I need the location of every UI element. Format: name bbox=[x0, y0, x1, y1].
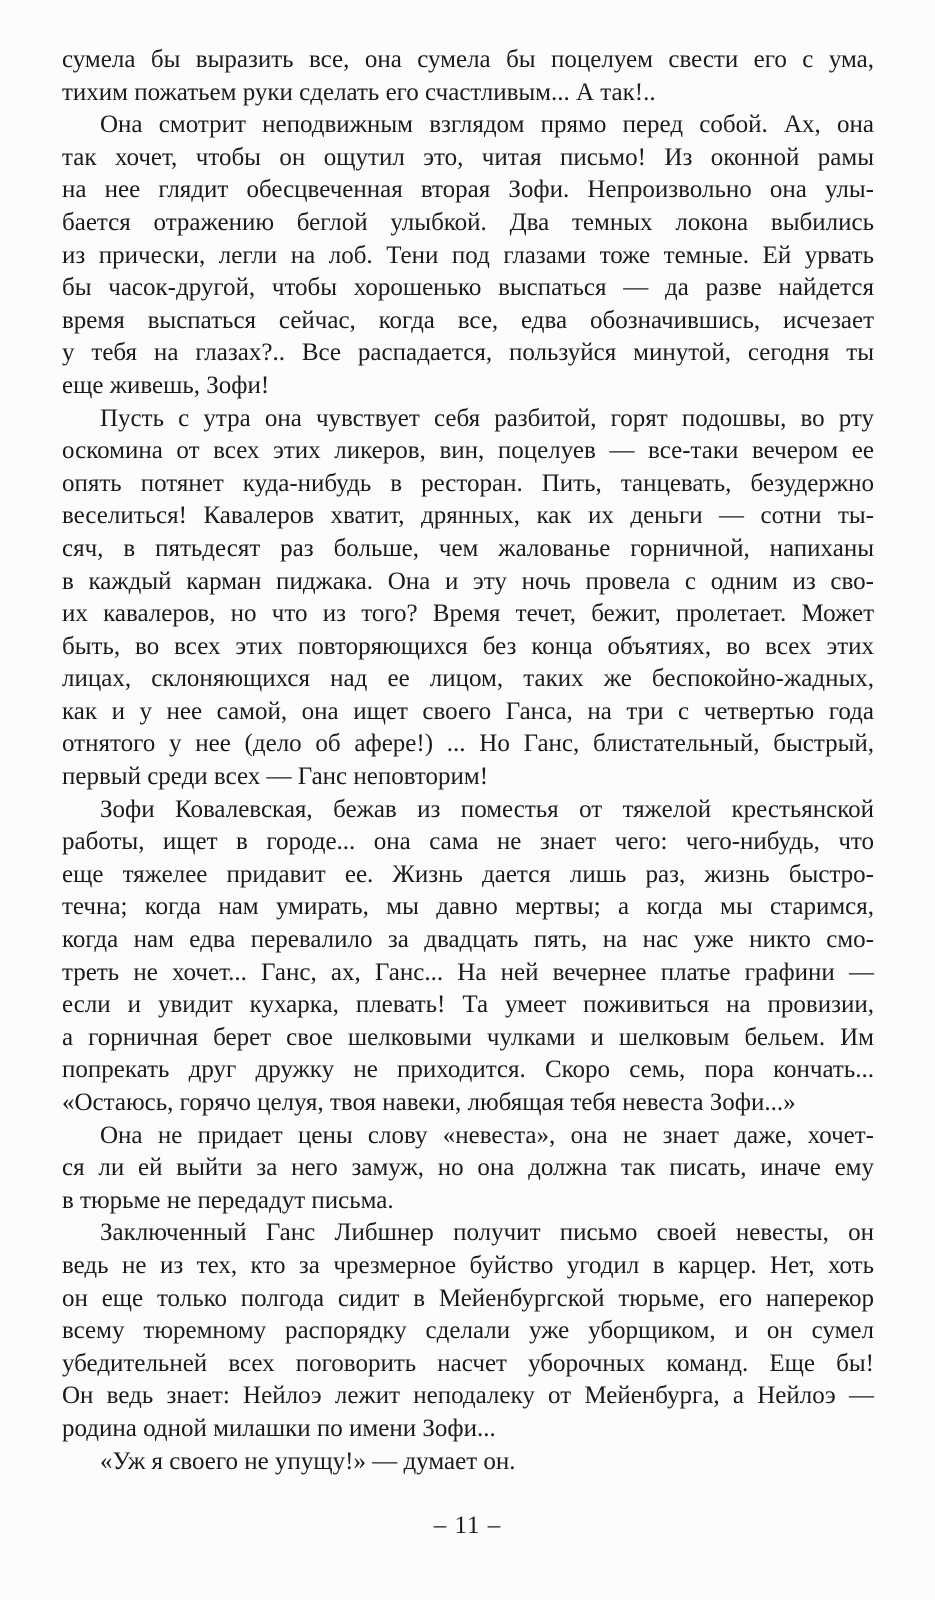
text-line: из прически, легли на лоб. Тени под глазами тоже темные. Ей урвать bbox=[62, 241, 874, 269]
text-line: сяч, в пятьдесят раз больше, чем жалованье горничной, напиханы bbox=[62, 534, 874, 562]
text-line: еще живешь, Зофи! bbox=[62, 371, 270, 399]
text-line: время выспаться сейчас, когда все, едва обозначившись, исчезает bbox=[62, 306, 874, 334]
text-line: Он ведь знает: Нейлоэ лежит неподалеку от Мейенбурга, а Нейлоэ — bbox=[62, 1382, 874, 1410]
text-line: а горничная берет свое шелковыми чулками и шелковым бельем. Им bbox=[62, 1023, 874, 1051]
text-line: опять потянет куда-нибудь в ресторан. Пить, танцевать, безудержно bbox=[62, 469, 874, 497]
text-line: течна; когда нам умирать, мы давно мертвы; а когда мы старимся, bbox=[62, 893, 874, 921]
text-line: сумела бы выразить все, она сумела бы поцелуем свести его с ума, bbox=[62, 46, 874, 73]
text-line: если и увидит кухарка, плевать! Та умеет поживиться на провизии, bbox=[62, 991, 874, 1019]
text-line: когда нам едва перевалило за двадцать пять, на нас уже никто смо- bbox=[62, 926, 874, 954]
text-line: быть, во всех этих повторяющихся без конца объятиях, во всех этих bbox=[62, 632, 874, 660]
text-line: «Уж я своего не упущу!» — думает он. bbox=[100, 1447, 516, 1475]
text-line: веселиться! Кавалеров хватит, дрянных, как их деньги — сотни ты- bbox=[62, 502, 874, 530]
text-line: работы, ищет в городе... она сама не знает чего: чего-нибудь, что bbox=[62, 828, 874, 856]
text-line: он еще только полгода сидит в Мейенбургской тюрьме, его наперекор bbox=[62, 1284, 874, 1312]
text-line: лицах, склоняющихся над ее лицом, таких же беспокойно-жадных, bbox=[62, 665, 874, 693]
text-line: оскомина от всех этих ликеров, вин, поцелуев — все-таки вечером ее bbox=[62, 437, 874, 465]
text-line: как и у нее самой, она ищет своего Ганса, на три с четвертью года bbox=[62, 697, 874, 725]
text-line: родина одной милашки по имени Зофи... bbox=[62, 1414, 496, 1442]
text-line: отнятого у нее (дело об афере!) ... Но Ганс, блистательный, быстрый, bbox=[62, 730, 874, 758]
text-line: попрекать друг дружку не приходится. Скоро семь, пора кончать... bbox=[62, 1056, 874, 1084]
text-line: Она не придает цены слову «невеста», она не знает даже, хочет- bbox=[100, 1121, 874, 1149]
text-line: Зофи Ковалевская, бежав из поместья от тяжелой крестьянской bbox=[100, 795, 874, 823]
text-line: треть не хочет... Ганс, ах, Ганс... На ней вечернее платье графини — bbox=[62, 958, 874, 986]
text-line: у тебя на глазах?.. Все распадается, пользуйся минутой, сегодня ты bbox=[62, 339, 874, 367]
text-line: тихим пожатьем руки сделать его счастливым... А так!.. bbox=[62, 78, 656, 106]
text-line: бы часок-другой, чтобы хорошенько выспаться — да разве найдется bbox=[62, 274, 874, 302]
text-line: еще тяжелее придавит ее. Жизнь дается лишь раз, жизнь быстро- bbox=[62, 860, 874, 888]
text-line: ведь не из тех, кто за чрезмерное буйство угодил в карцер. Нет, хоть bbox=[62, 1251, 874, 1279]
page-number: – 11 – bbox=[433, 1512, 502, 1539]
text-line: бается отражению беглой улыбкой. Два темных локона выбились bbox=[62, 208, 874, 236]
text-line: «Остаюсь, горячо целуя, твоя навеки, любящая тебя невеста Зофи...» bbox=[62, 1089, 796, 1116]
text-line: всему тюремному распорядку сделали уже уборщиком, и он сумел bbox=[62, 1317, 874, 1345]
text-line: первый среди всех — Ганс неповторим! bbox=[62, 763, 489, 791]
text-line: так хочет, чтобы он ощутил это, читая письмо! Из оконной рамы bbox=[62, 143, 874, 171]
page-footer bbox=[0, 1512, 935, 1540]
text-line: Пусть с утра она чувствует себя разбитой, горят подошвы, во рту bbox=[100, 404, 874, 432]
text-line: Заключенный Ганс Либшнер получит письмо своей невесты, он bbox=[100, 1219, 874, 1247]
page-text bbox=[62, 44, 874, 1478]
text-line: в каждый карман пиджака. Она и эту ночь провела с одним из сво- bbox=[62, 567, 874, 595]
text-line: на нее глядит обесцвеченная вторая Зофи. Непроизвольно она улы- bbox=[62, 176, 874, 204]
text-line: убедительней всех поговорить насчет уборочных команд. Еще бы! bbox=[62, 1349, 874, 1377]
text-line: в тюрьме не передадут письма. bbox=[62, 1186, 394, 1214]
text-line: ся ли ей выйти за него замуж, но она должна так писать, иначе ему bbox=[62, 1154, 874, 1182]
text-line: их кавалеров, но что из того? Время течет, бежит, пролетает. Может bbox=[62, 600, 874, 628]
text-line: Она смотрит неподвижным взглядом прямо перед собой. Ах, она bbox=[100, 111, 874, 139]
